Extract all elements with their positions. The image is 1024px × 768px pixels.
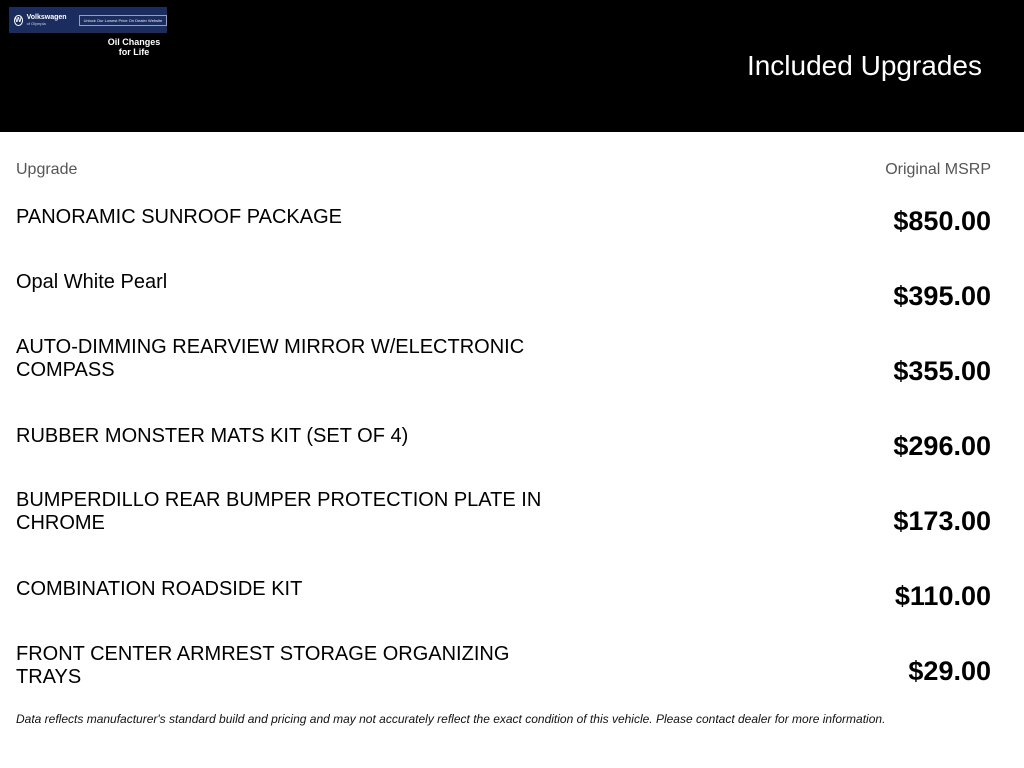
table-row (0, 489, 1024, 581)
dealer-logo-banner[interactable] (9, 7, 167, 33)
column-header-upgrade: Upgrade (16, 161, 78, 178)
upgrade-name: RUBBER MONSTER MATS KIT (SET OF 4) (16, 425, 409, 447)
upgrade-name: AUTO-DIMMING REARVIEW MIRROR W/ELECTRONIC COMPASS (16, 336, 525, 381)
brand-sub: of Olympia (26, 21, 46, 26)
upgrade-price: $173.00 (893, 506, 991, 536)
table-row (0, 206, 1024, 281)
upgrade-price: $355.00 (893, 356, 991, 386)
disclaimer-text: Data reflects manufacturer's standard build and pricing and may not accurately reflect the exact condition of this vehicle. Please contact dealer for more information. (16, 712, 886, 726)
upgrade-name: BUMPERDILLO REAR BUMPER PROTECTION PLATE IN CHROME (16, 489, 542, 534)
page-title: Included Upgrades (746, 50, 982, 81)
upgrade-name: PANORAMIC SUNROOF PACKAGE (16, 206, 342, 228)
upgrade-price: $29.00 (908, 656, 991, 686)
tagline-line-1: Oil Changes (107, 37, 161, 47)
upgrade-name: COMBINATION ROADSIDE KIT (16, 578, 303, 600)
table-row (0, 336, 1024, 431)
column-header-msrp: Original MSRP (885, 161, 991, 178)
oil-changes-tagline (100, 37, 168, 57)
brand-name: Volkswagen (26, 14, 67, 21)
brand-block (27, 14, 67, 26)
tagline-line-2: for Life (118, 47, 150, 57)
header-bar (0, 0, 1024, 132)
dealer-website-link[interactable]: Unlock Our Lowest Price On Dealer Website (79, 15, 168, 26)
upgrade-price: $850.00 (893, 206, 991, 236)
upgrade-name: FRONT CENTER ARMREST STORAGE ORGANIZING TRAYS (16, 643, 510, 688)
upgrade-name: Opal White Pearl (16, 271, 168, 293)
upgrade-price: $110.00 (894, 581, 991, 611)
vw-logo-icon: W (15, 16, 22, 24)
upgrade-price: $296.00 (893, 431, 991, 461)
upgrade-list (0, 206, 1024, 731)
upgrade-price: $395.00 (893, 281, 991, 311)
